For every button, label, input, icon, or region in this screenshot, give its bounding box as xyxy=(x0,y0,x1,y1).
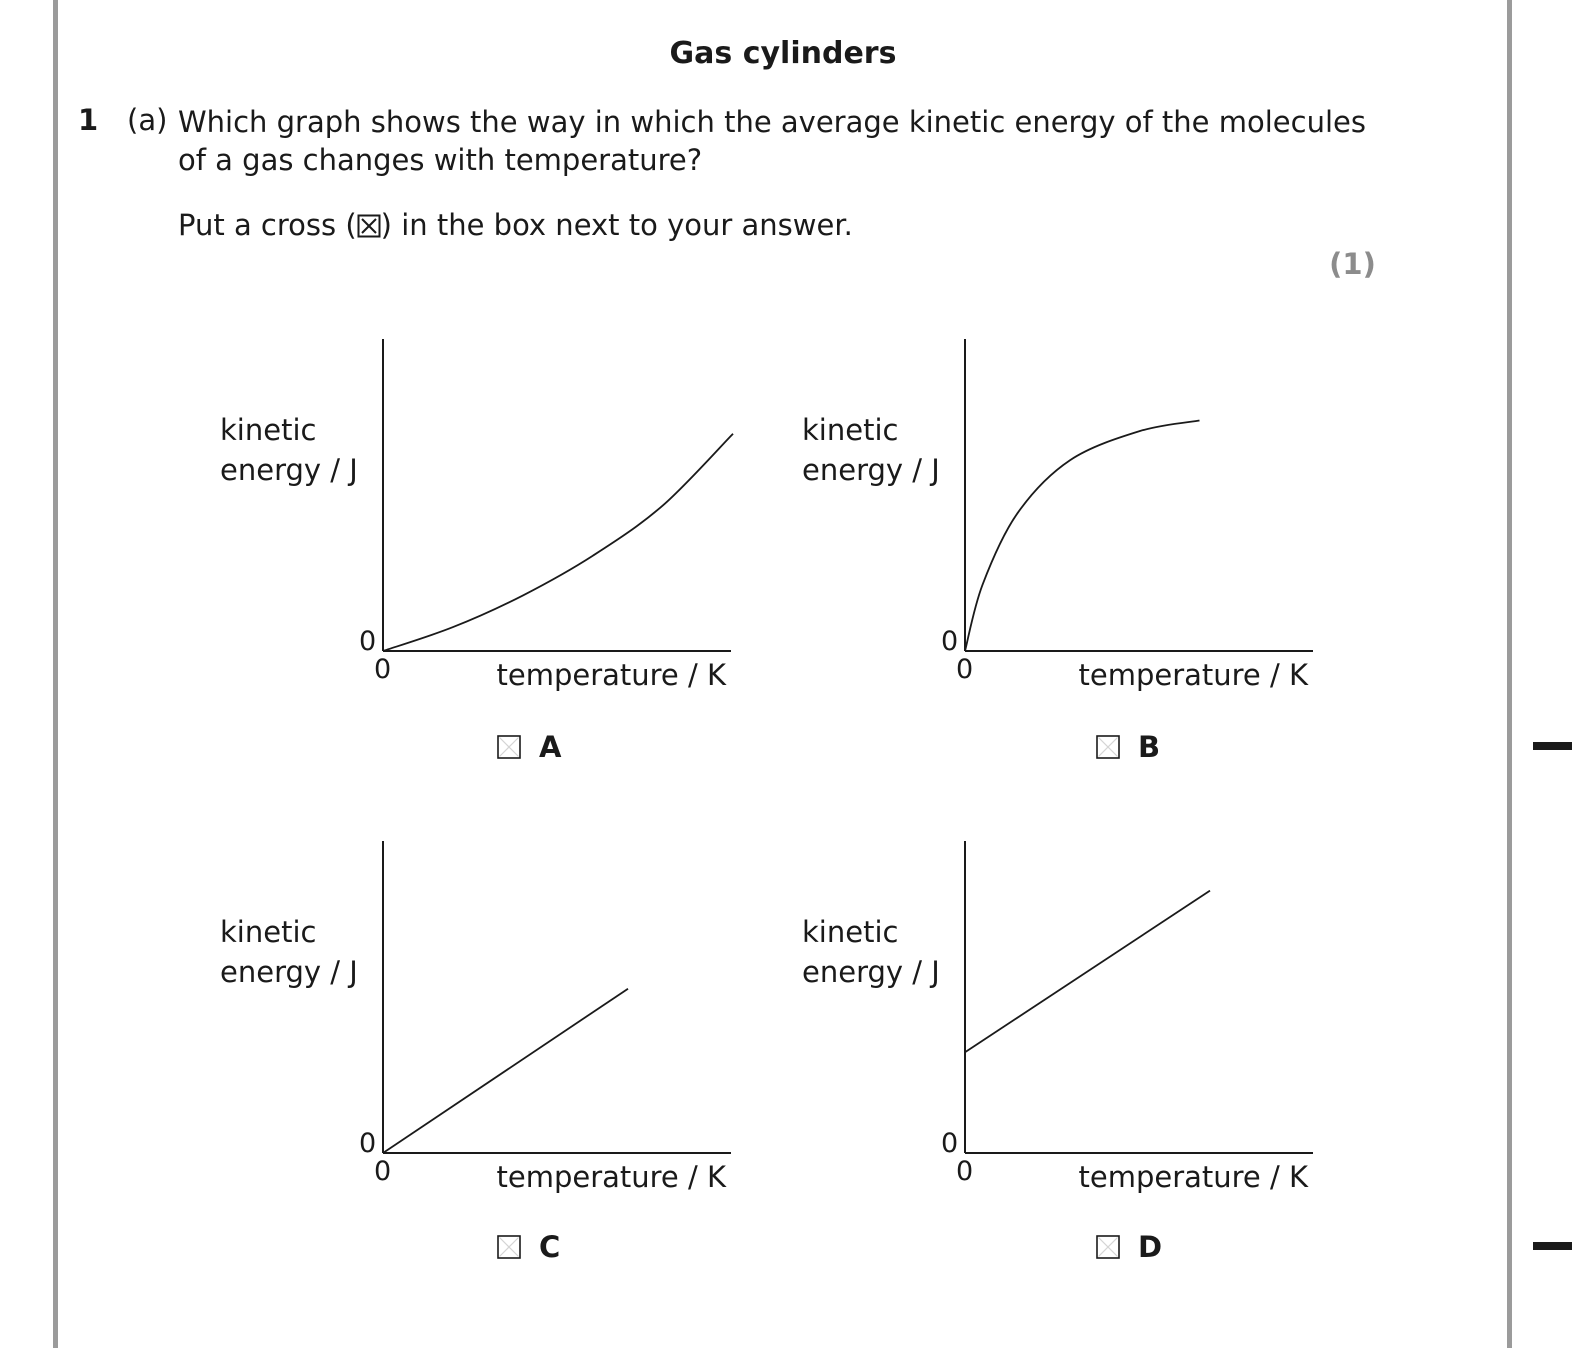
margin-mark xyxy=(1533,742,1572,750)
y-axis-label xyxy=(220,915,358,989)
y-origin-label: 0 xyxy=(941,626,959,657)
answer-instruction xyxy=(178,208,853,242)
y-axis-label-line: kinetic xyxy=(220,413,317,447)
answer-option-b[interactable] xyxy=(1096,730,1160,764)
graph-c xyxy=(200,832,760,1202)
y-axis-label-line: kinetic xyxy=(220,915,317,949)
answer-option-a[interactable] xyxy=(497,730,561,764)
x-origin-label: 0 xyxy=(374,1156,392,1187)
option-label-d: D xyxy=(1138,1230,1163,1264)
cross-box-icon xyxy=(357,214,381,238)
answer-checkbox-d[interactable] xyxy=(1096,1235,1120,1259)
data-line xyxy=(965,891,1210,1053)
x-axis-label: temperature / K xyxy=(1078,1160,1308,1194)
instruction-text-after: ) in the box next to your answer. xyxy=(380,208,853,242)
answer-checkbox-c[interactable] xyxy=(497,1235,521,1259)
option-label-c: C xyxy=(539,1230,561,1264)
page-title: Gas cylinders xyxy=(669,36,897,71)
y-axis-label-line: energy / J xyxy=(802,453,940,487)
question-number: 1 xyxy=(78,103,99,137)
answer-option-d[interactable] xyxy=(1096,1230,1162,1264)
y-axis-label xyxy=(220,413,358,487)
y-axis-label-line: energy / J xyxy=(802,955,940,989)
data-line xyxy=(383,989,628,1153)
graph-d xyxy=(782,832,1342,1202)
y-origin-label: 0 xyxy=(941,1128,959,1159)
y-axis-label-line: kinetic xyxy=(802,915,899,949)
x-origin-label: 0 xyxy=(956,1156,974,1187)
y-axis-label xyxy=(802,915,940,989)
page-border-left xyxy=(53,0,58,1348)
data-line xyxy=(965,421,1200,652)
answer-checkbox-b[interactable] xyxy=(1096,735,1120,759)
question-part-label: (a) xyxy=(127,103,168,137)
x-origin-label: 0 xyxy=(956,654,974,685)
question-text: Which graph shows the way in which the average kinetic energy of the molecules of a gas changes with temperature? xyxy=(178,105,1366,177)
answer-checkbox-a[interactable] xyxy=(497,735,521,759)
graph-a xyxy=(200,330,760,700)
page-border-right xyxy=(1507,0,1512,1348)
x-axis-label: temperature / K xyxy=(496,1160,726,1194)
option-label-a: A xyxy=(539,730,562,764)
x-axis-label: temperature / K xyxy=(1078,658,1308,692)
x-axis-label: temperature / K xyxy=(496,658,726,692)
x-origin-label: 0 xyxy=(374,654,392,685)
answer-option-c[interactable] xyxy=(497,1230,560,1264)
graph-b xyxy=(782,330,1342,700)
y-axis-label xyxy=(802,413,940,487)
instruction-text-before: Put a cross ( xyxy=(178,208,357,242)
margin-mark xyxy=(1533,1242,1572,1250)
y-axis-label-line: kinetic xyxy=(802,413,899,447)
marks-available: (1) xyxy=(1329,247,1376,281)
option-label-b: B xyxy=(1138,730,1161,764)
y-axis-label-line: energy / J xyxy=(220,955,358,989)
y-axis-label-line: energy / J xyxy=(220,453,358,487)
data-line xyxy=(383,434,733,651)
y-origin-label: 0 xyxy=(359,626,377,657)
y-origin-label: 0 xyxy=(359,1128,377,1159)
